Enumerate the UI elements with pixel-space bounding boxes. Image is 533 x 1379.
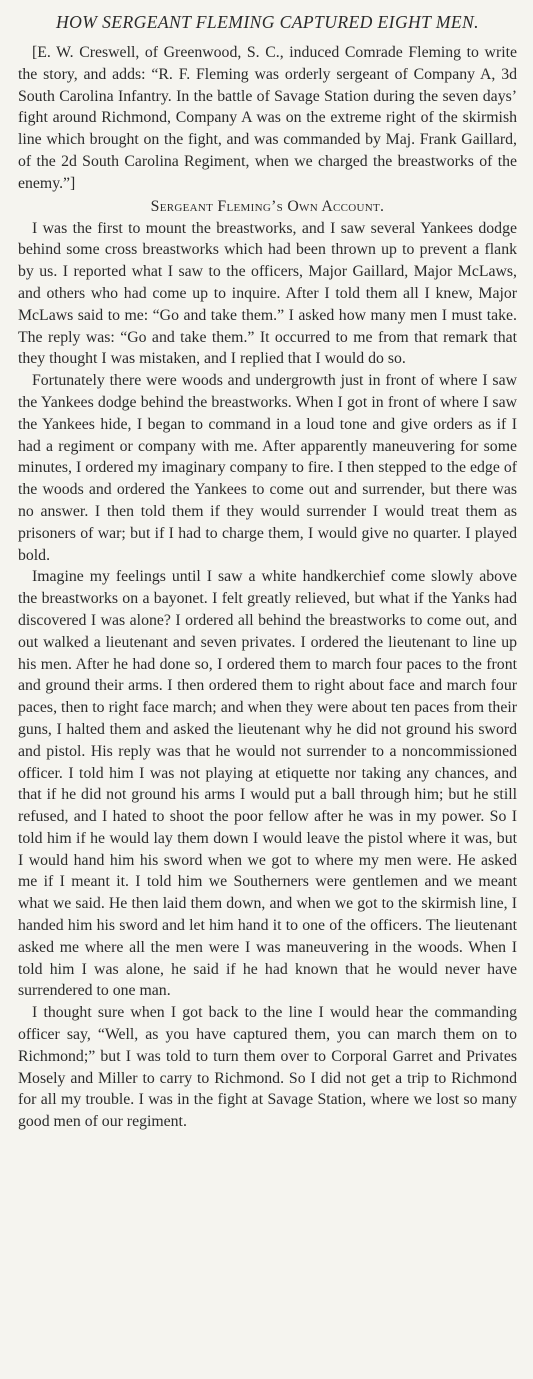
paragraph: Fortunately there were woods and undergrowth just in front of where I saw the Yankees dodge behind the breastworks. When I got in front of where I saw the Yankees hide, I began to command in a loud tone and give orders as if I had a regiment or company with me. After apparently maneuvering for some minutes, I ordered my imaginary company to fire. I then stepped to the edge of the woods and ordered the Yankees to come out and surrender, but there was no answer. I then told them if they would surrender I would treat them as prisoners of war; but if I had to charge them, I would give no quarter. I played bold. — [18, 372, 517, 564]
paragraph: Imagine my feelings until I saw a white handkerchief come slowly above the breastworks on a bayonet. I felt greatly relieved, but what if the Yanks had discovered I was alone? I ordered all behind the breastworks to come out, and out walked a lieutenant and seven privates. I ordered the lieutenant to line up his men. After he had done so, I ordered them to march four paces to the front and ground their arms. I then ordered them to right about face and march four paces, then to right face march; and when they were about ten paces from their guns, I halted them and asked the lieutenant why he did not ground his sword and pistol. His reply was that he would not surrender to a noncommissioned officer. I told him I was not playing at etiquette nor taking any chances, and that if he did not ground his arms I would put a ball through him; but he still refused, and I hated to shoot the poor fellow after he was in my power. So I told him if he would lay them down I would leave the pistol where it was, but I would hand him his sword when we got to where my men were. He asked me if I meant it. I told him we Southerners were gentlemen and we meant what we said. He then laid them down, and when we got to the skirmish line, I handed him his sword and let him hand it to one of the officers. The lieutenant asked me where all the men were I was maneuvering in the woods. When I told him I was alone, he said if he had known that he would never have surrendered to one man. — [18, 568, 517, 1000]
article-title: HOW SERGEANT FLEMING CAPTURED EIGHT MEN. — [56, 12, 479, 32]
section-subheading: Sergeant Fleming’s Own Account. — [150, 197, 385, 215]
paragraph: I was the first to mount the breastworks, and I saw several Yankees dodge behind some cross breastworks which had been thrown up to prevent a flank by us. I reported what I saw to the officers, Major Gaillard, Major McLaws, and others who had come up to inquire. After I told them all I knew, Major McLaws said to me: “Go and take them.” I asked how many men I must take. The reply was: “Go and take them.” It occurred to me from that remark that they thought I was mistaken, and I replied that I would do so. — [18, 219, 517, 368]
paragraph: I thought sure when I got back to the line I would hear the commanding officer say, “Well, as you have captured them, you can march them on to Richmond;” but I was told to turn them over to Corporal Garret and Privates Mosely and Miller to carry to Richmond. So I did not get a trip to Richmond for all my trouble. I was in the fight at Savage Station, where we lost so many good men of our regiment. — [18, 1004, 517, 1131]
article-intro: [E. W. Creswell, of Greenwood, S. C., induced Comrade Fleming to write the story, and adds: “R. F. Fleming was orderly sergeant of Company A, 3d South Carolina Infantry. In the battle of Savage Station during the seven days’ fight around Richmond, Company A was on the extreme right of the skirmish line which brought on the fight, and was commanded by Maj. Frank Gaillard, of the 2d South Carolina Regiment, when we charged the breastworks of the enemy.”] — [18, 44, 517, 192]
